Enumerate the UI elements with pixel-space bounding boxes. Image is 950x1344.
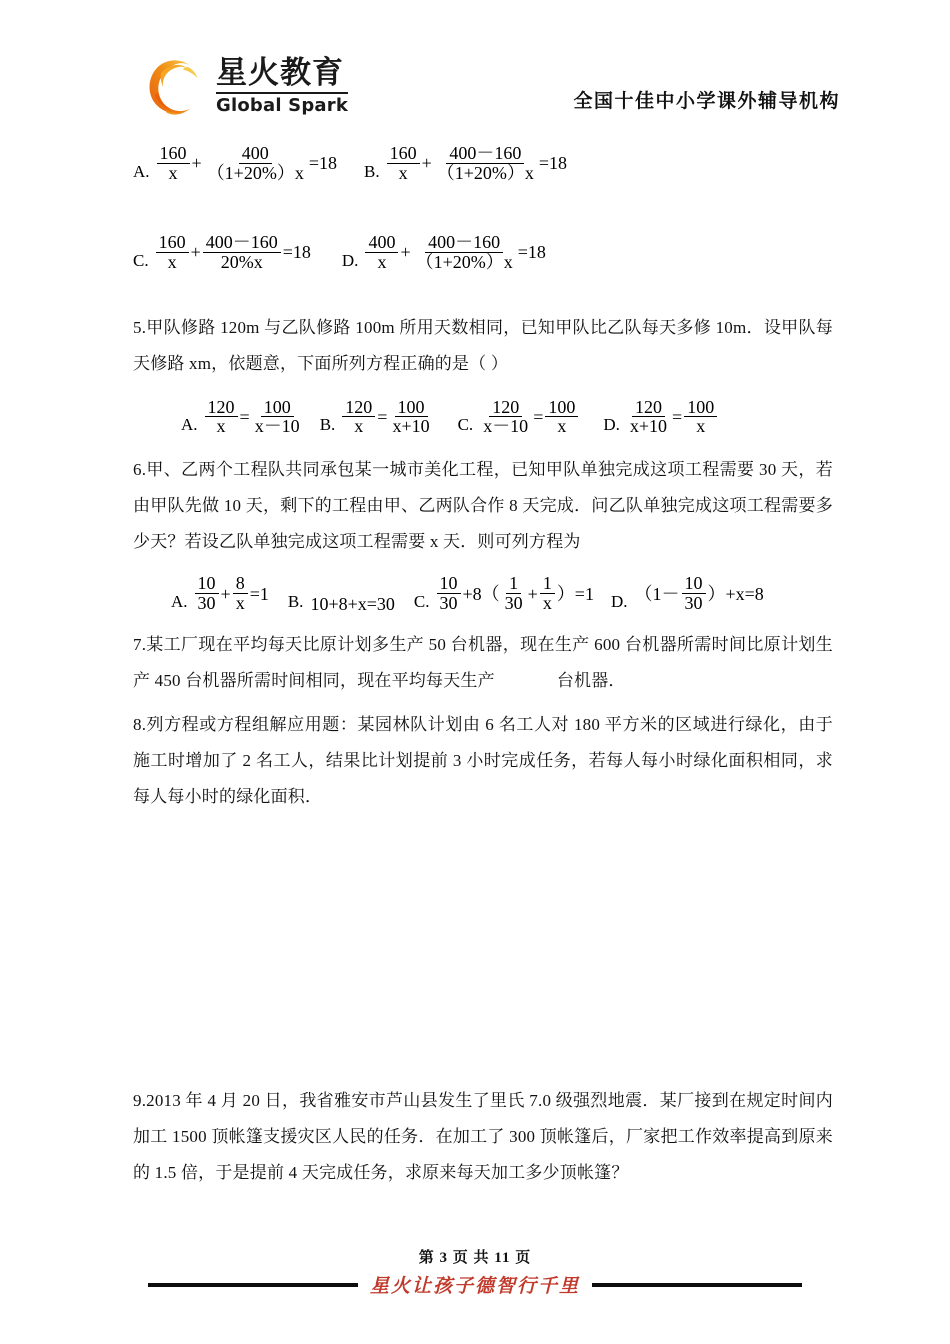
- math-operator: +: [421, 153, 432, 174]
- fraction-numerator: 1: [506, 574, 521, 594]
- math-operator: =1: [249, 583, 269, 604]
- option-expression: [341, 398, 433, 437]
- fraction: [195, 574, 219, 613]
- fraction-denominator: x+10: [392, 416, 430, 437]
- fraction: [252, 398, 303, 437]
- fraction-numerator: 400－160: [203, 233, 281, 253]
- math-operator: =: [377, 406, 388, 427]
- fraction-denominator: （1+20%）x: [415, 251, 513, 272]
- fraction-denominator: x: [168, 162, 178, 183]
- fraction-numerator: 10: [195, 574, 219, 594]
- fraction-denominator: 20%x: [220, 251, 263, 272]
- math-operator: +: [191, 153, 202, 174]
- question-9-text: 9.2013 年 4 月 20 日，我省雅安市芦山县发生了里氏 7.0 级强烈地震．某厂接到在规定时间内加工 1500 顶帐篷支援灾区人民的任务．在加工了 300 顶帐篷后，厂家把工作效率提高到原来的 1.5 倍，于是提前 4 天完成任务，求原来每天加工多少顶帐篷？: [133, 1091, 833, 1183]
- q4-option-b: [364, 144, 568, 183]
- fraction-denominator: x+10: [629, 416, 668, 437]
- option-label: C.: [133, 250, 149, 270]
- q5-option-a: [181, 398, 304, 437]
- fraction-numerator: 100: [684, 398, 717, 418]
- fraction-numerator: 100: [545, 398, 578, 418]
- fraction-numerator: 10: [682, 574, 706, 594]
- fraction: [684, 398, 717, 437]
- math-operator: +: [220, 583, 231, 604]
- fraction: [434, 144, 537, 183]
- fraction-denominator: x－10: [254, 416, 300, 437]
- q5-options-row: [133, 398, 833, 437]
- fraction-numerator: 1: [540, 574, 555, 594]
- option-expression: [156, 144, 338, 183]
- fraction-denominator: x: [167, 251, 177, 272]
- fraction: [157, 144, 190, 183]
- fraction: [365, 233, 398, 272]
- fraction-denominator: 30: [684, 593, 703, 614]
- q4-options-row-1: [133, 144, 833, 183]
- fraction-denominator: x: [216, 416, 226, 437]
- header-tagline: 全国十佳中小学课外辅导机构: [573, 90, 840, 112]
- document-body: [133, 140, 833, 1191]
- math-operator: （1－: [634, 583, 680, 604]
- math-operator: =18: [308, 153, 337, 174]
- fraction: [389, 398, 432, 437]
- fraction-numerator: 100: [261, 398, 294, 418]
- page-footer: [0, 1246, 950, 1298]
- page-header: [140, 52, 840, 142]
- q4-option-c: [133, 233, 312, 272]
- q4-options-row-2: [133, 233, 833, 272]
- option-label: B.: [319, 415, 336, 435]
- question-6-text: 6.甲、乙两个工程队共同承包某一城市美化工程，已知甲队单独完成这项工程需要 30 天，若由甲队先做 10 天，剩下的工程由甲、乙两队合作 8 天完成．问乙队单独完成这项工程需要多少天？若设乙队单独完成这项工程需要 x 天．则可列方程为: [133, 460, 833, 552]
- math-operator: +8（: [462, 583, 500, 604]
- fraction-denominator: x: [354, 416, 364, 437]
- brand-name-cn: 星火教育: [216, 57, 348, 93]
- fraction-denominator: （1+20%）x: [206, 162, 304, 183]
- fraction-denominator: x: [542, 593, 552, 614]
- question-7-text-after-blank: 台机器．: [556, 671, 626, 691]
- fraction: [413, 233, 516, 272]
- option-label: D.: [610, 592, 628, 612]
- math-operator: =18: [517, 242, 546, 263]
- option-expression: [436, 574, 595, 613]
- fraction-denominator: 30: [197, 593, 216, 614]
- question-7-text-before-blank: 7.某工厂现在平均每天比原计划多生产 50 台机器，现在生产 600 台机器所需时间比原计划生产 450 台机器所需时间相同，现在平均每天生产: [133, 635, 833, 691]
- fraction-numerator: 160: [156, 233, 189, 253]
- footer-rule-right: [592, 1283, 802, 1287]
- question-7-text: [133, 627, 833, 699]
- option-expression: [386, 144, 568, 183]
- page-number: 第 3 页 共 11 页: [418, 1250, 532, 1266]
- option-expression: [479, 398, 579, 437]
- fraction: [387, 144, 420, 183]
- q5-option-d: [603, 398, 718, 437]
- question-5-text: 5.甲队修路 120m 与乙队修路 100m 所用天数相同，已知甲队比乙队每天多修 10m．设甲队每天修路 xm，依题意，下面所列方程正确的是（ ）: [133, 317, 833, 373]
- q6-option-d: [611, 574, 765, 613]
- option-expression: [155, 233, 312, 272]
- fraction: [233, 574, 248, 613]
- math-operator: =18: [538, 153, 568, 174]
- fraction-numerator: 120: [632, 398, 665, 418]
- brand-logo: [140, 52, 348, 122]
- fraction: [205, 398, 238, 437]
- brand-logo-text: [216, 57, 348, 116]
- fraction-numerator: 160: [387, 144, 420, 164]
- fraction-denominator: x: [696, 416, 706, 437]
- math-operator: =: [533, 406, 544, 427]
- fraction-denominator: x: [235, 593, 245, 614]
- answer-workspace[interactable]: [133, 815, 833, 1083]
- math-operator: =: [239, 406, 250, 427]
- q6-option-c: [414, 574, 595, 613]
- q4-option-d: [342, 233, 547, 272]
- fraction: [540, 574, 555, 613]
- option-label: B.: [364, 161, 380, 181]
- footer-slogan: 星火让孩子德智行千里: [370, 1275, 581, 1297]
- math-operator: ）=1: [556, 583, 594, 604]
- option-expression: [634, 574, 765, 613]
- fraction-numerator: 100: [395, 398, 428, 418]
- q5-option-c: [458, 398, 580, 437]
- q6-options-row: [133, 574, 833, 613]
- fraction: [203, 233, 281, 272]
- option-label: A.: [171, 592, 188, 612]
- fraction-denominator: （1+20%）x: [436, 162, 534, 183]
- option-label: C.: [457, 415, 474, 435]
- math-operator: +: [190, 242, 201, 263]
- math-operator: ）+x=8: [707, 583, 764, 604]
- q6-option-b: [288, 592, 396, 613]
- fraction: [545, 398, 578, 437]
- fraction-denominator: 30: [504, 593, 523, 614]
- fraction-numerator: 400－160: [425, 233, 503, 253]
- fraction: [480, 398, 531, 437]
- fraction: [342, 398, 375, 437]
- fraction: [682, 574, 706, 613]
- option-expression: [194, 574, 270, 613]
- fraction: [156, 233, 189, 272]
- option-label: C.: [413, 592, 430, 612]
- fraction-numerator: 160: [157, 144, 190, 164]
- fraction-numerator: 120: [342, 398, 375, 418]
- option-expression: [626, 398, 718, 437]
- fraction-numerator: 120: [205, 398, 238, 418]
- fraction: [502, 574, 526, 613]
- math-operator: +: [527, 583, 538, 604]
- option-label: A.: [133, 161, 150, 181]
- fraction-numerator: 8: [233, 574, 248, 594]
- math-operator: 10+8+x=30: [310, 594, 395, 615]
- fraction-denominator: x: [557, 416, 567, 437]
- q5-option-b: [320, 398, 434, 437]
- q6-option-a: [171, 574, 270, 613]
- fraction-numerator: 120: [489, 398, 522, 418]
- fraction-numerator: 400: [365, 233, 398, 253]
- option-label: D.: [603, 415, 620, 435]
- flame-ring-logo-icon: [140, 52, 210, 122]
- fraction: [204, 144, 307, 183]
- fraction-numerator: 400: [239, 144, 272, 164]
- q4-option-a: [133, 144, 338, 183]
- fraction-denominator: x: [398, 162, 408, 183]
- fraction-numerator: 400－160: [446, 144, 524, 164]
- math-operator: =18: [282, 242, 311, 263]
- math-operator: +: [400, 242, 411, 263]
- footer-rule-left: [148, 1283, 358, 1287]
- fraction-denominator: x: [377, 251, 387, 272]
- option-expression: [364, 233, 546, 272]
- option-expression: [204, 398, 304, 437]
- option-label: D.: [341, 250, 359, 270]
- question-8-text: 8.列方程或方程组解应用题：某园林队计划由 6 名工人对 180 平方米的区域进行绿化，由于施工时增加了 2 名工人，结果比计划提前 3 小时完成任务，若每人每小时绿化面积相同，求每人每小时的绿化面积．: [133, 715, 833, 807]
- option-label: A.: [181, 415, 198, 435]
- brand-name-en: Global Spark: [216, 94, 349, 116]
- option-expression: [309, 595, 395, 613]
- fraction: [627, 398, 670, 437]
- math-operator: =: [672, 406, 683, 427]
- fraction-denominator: 30: [439, 593, 458, 614]
- footer-slogan-row: [0, 1271, 950, 1298]
- fraction-denominator: x－10: [483, 416, 529, 437]
- fraction-numerator: 10: [437, 574, 461, 594]
- option-label: B.: [287, 592, 304, 612]
- fraction: [437, 574, 461, 613]
